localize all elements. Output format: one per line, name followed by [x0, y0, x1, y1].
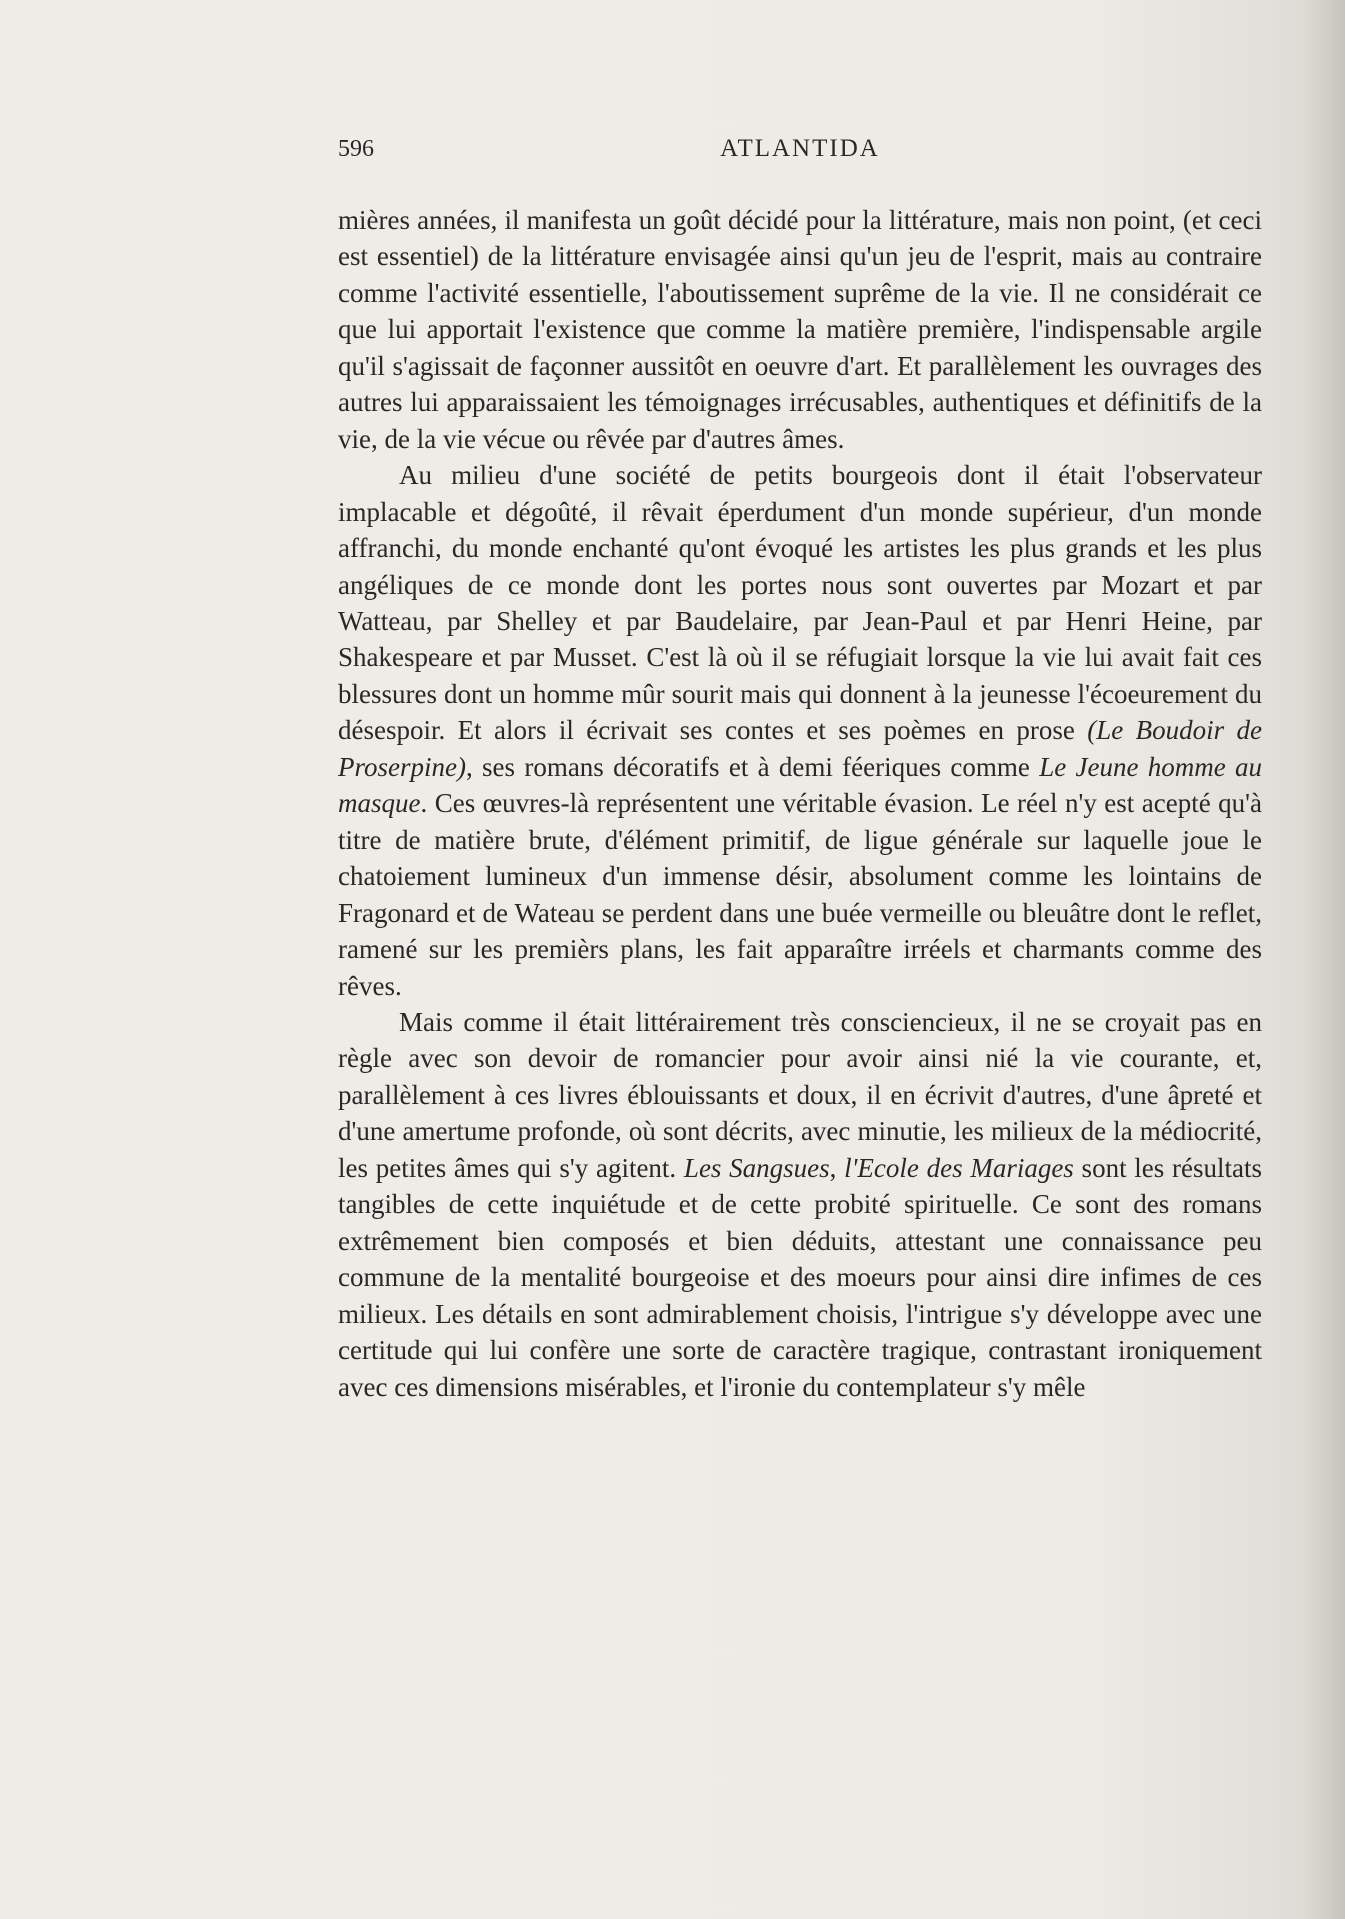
paragraph-text: Au milieu d'une société de petits bourgeois dont il était l'observateur implacable et dégoûté, il rêvait éperdument d'un monde supérieur, d'un monde affranchi, du monde enchanté qu'ont évoqué les artistes les plus grands et les plus angéliques de ce monde dont les portes nous sont ouvertes par Mozart et par Watteau, par Shelley et par Baudelaire, par Jean-Paul et par Henri Heine, par Shakespeare et par Musset. C'est là où il se réfugiait lorsque la vie lui avait fait ces blessures dont un homme mûr sourit mais qui donnent à la jeunesse l'écoeurement du désespoir. Et alors il écrivait ses contes et ses poèmes en prose	[338, 460, 1262, 746]
body-text	[338, 202, 1262, 1405]
book-title-italic: (Le Boudoir de Proserpine)	[338, 715, 1262, 782]
paragraph-text: ,	[829, 1152, 845, 1183]
page-number: 596	[338, 136, 374, 162]
paragraph-text: , ses romans décoratifs et à demi féeriques comme	[465, 751, 1040, 782]
journal-title: ATLANTIDA	[720, 135, 880, 162]
paragraph-text: sont les résultats tangibles de cette inquiétude et de cette probité spirituelle. Ce sont des romans extrêmement bien composés et bien déduits, attestant une connaissance peu commune de la mentalité bourgeoise et des moeurs pour ainsi dire infimes de ces milieux. Les détails en sont admirablement choisis, l'intrigue s'y développe avec une certitude qui lui confère une sorte de caractère tragique, contrastant ironiquement avec ces dimensions misérables, et l'ironie du contemplateur s'y mêle	[338, 1152, 1262, 1402]
paragraph-3	[338, 1004, 1262, 1405]
book-title-italic: l'Ecole des Mariages	[844, 1152, 1074, 1183]
book-title-italic: Les Sangsues	[683, 1152, 830, 1183]
paragraph-text: . Ces œuvres-là représentent une véritable évasion. Le réel n'y est acepté qu'à titre de matière brute, d'élément primitif, de ligue générale sur laquelle joue le chatoiement lumineux d'un immense désir, absolument comme les lointains de Fragonard et de Wateau se perdent dans une buée vermeille ou bleuâtre dont le reflet, ramené sur les premièrs plans, les fait apparaître irréels et charmants comme des rêves.	[338, 788, 1262, 1001]
paragraph-text: Mais comme il était littérairement très consciencieux, il ne se croyait pas en règle avec son devoir de romancier pour avoir ainsi nié la vie courante, et, parallèlement à ces livres éblouissants et doux, il en écrivit d'autres, d'une âpreté et d'une amertume profonde, où sont décrits, avec minutie, les milieux de la médiocrité, les petites âmes qui s'y agitent.	[338, 1006, 1262, 1183]
paragraph-1	[338, 202, 1262, 457]
paragraph-2	[338, 457, 1262, 1004]
page-edge-shadow	[1305, 0, 1345, 1919]
book-title-italic: Le Jeune homme au masque	[338, 751, 1263, 819]
running-head	[338, 132, 1262, 166]
paragraph-text: mières années, il manifesta un goût décidé pour la littérature, mais non point, (et ceci est essentiel) de la littérature envisagée ainsi qu'un jeu de l'esprit, mais au contraire comme l'activité essentielle, l'aboutissement suprême de la vie. Il ne considérait ce que lui apportait l'existence que comme la matière première, l'indispensable argile qu'il s'agissait de façonner aussitôt en oeuvre d'art. Et parallèlement les ouvrages des autres lui apparaissaient les témoignages irrécusables, authentiques et définitifs de la vie, de la vie vécue ou rêvée par d'autres âmes.	[338, 205, 1262, 454]
